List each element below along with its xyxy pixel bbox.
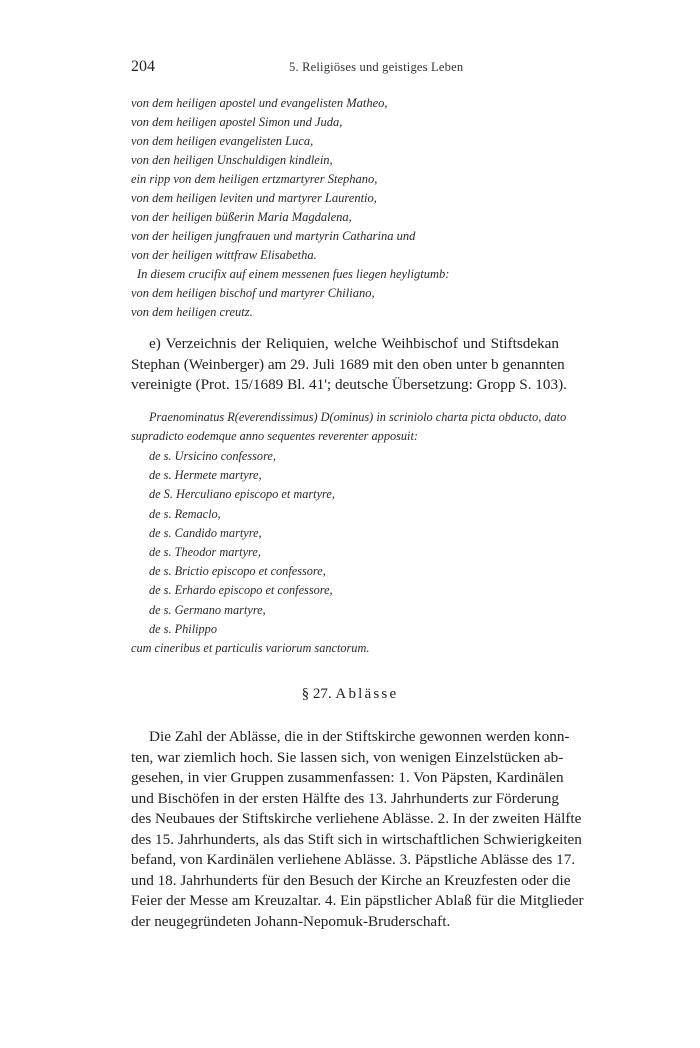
section-title: Ablässe (335, 686, 399, 702)
latin-intro (131, 408, 567, 446)
section-heading (0, 686, 700, 703)
verse-line: von den heiligen Unschuldigen kindlein, (131, 153, 333, 167)
latin-list-item: de s. Germano martyre, (149, 602, 266, 617)
relic-list-latin (131, 447, 549, 658)
verse-line: In diesem crucifix auf einem messenen fues liegen heyligtumb: (137, 267, 450, 281)
latin-list-item: de s. Philippo (149, 621, 217, 636)
latin-list-item: de s. Remaclo, (149, 506, 221, 521)
verse-line: von dem heiligen creutz. (131, 305, 253, 319)
latin-list-item: de s. Theodor martyre, (149, 545, 261, 560)
verse-line: von der heiligen jungfrauen und martyrin Catharina und (131, 229, 416, 243)
latin-list-item: de s. Hermete martyre, (149, 468, 262, 483)
paragraph-line: Feier der Messe am Kreuzaltar. 4. Ein päpstlicher Ablaß für die Mitglieder (131, 892, 584, 909)
paragraph-line: e) Verzeichnis der Reliquien, welche Weihbischof und Stiftsdekan (149, 335, 559, 352)
paragraph-line: des Neubaues der Stiftskirche verliehene Ablässe. 2. In der zweiten Hälfte (131, 810, 582, 827)
paragraph-line: Stephan (Weinberger) am 29. Juli 1689 mit den oben unter b genannten (131, 355, 565, 373)
verse-line: von dem heiligen apostel und evangelisten Matheo, (131, 96, 388, 110)
verse-line: von der heiligen büßerin Maria Magdalena, (131, 210, 352, 224)
latin-list-item: de s. Brictio episcopo et confessore, (149, 564, 326, 579)
page-header (131, 58, 557, 80)
verse-line: von dem heiligen apostel Simon und Juda, (131, 115, 343, 129)
verse-line: von dem heiligen leviten und martyrer Laurentio, (131, 191, 377, 205)
verse-line: von der heiligen wittfraw Elisabetha. (131, 248, 317, 262)
paragraph-line: ten, war ziemlich hoch. Sie lassen sich, von wenigen Einzelstücken ab- (131, 748, 564, 766)
verse-line: ein ripp von dem heiligen ertzmartyrer Stephano, (131, 172, 378, 186)
verse-line: von dem heiligen evangelisten Luca, (131, 134, 314, 148)
latin-intro-line: Praenominatus R(everendissimus) D(ominus) in scriniolo charta picta obducto, dato (149, 410, 567, 424)
running-head: 5. Religiöses und geistiges Leben (289, 60, 464, 74)
paragraph-line: befand, von Kardinälen verliehene Ablässe. 3. Päpstliche Ablässe des 17. (131, 851, 576, 868)
latin-intro-line: supradicto eodemque anno sequentes reverenter apposuit: (131, 429, 418, 443)
latin-list-item: de s. Erhardo episcopo et confessore, (149, 583, 333, 598)
paragraph-main (131, 727, 584, 932)
relic-list-german (131, 94, 571, 322)
latin-list-item: de S. Herculiano episcopo et martyre, (149, 487, 335, 502)
latin-list-item: cum cineribus et particulis variorum sanctorum. (131, 641, 370, 656)
page-number: 204 (131, 58, 155, 75)
paragraph-line: und 18. Jahrhunderts für den Besuch der Kirche an Kreuzfesten oder die (131, 871, 571, 889)
paragraph-line: und Bischöfen in der ersten Hälfte des 13. Jahrhunderts zur Förderung (131, 789, 559, 807)
paragraph-line: gesehen, in vier Gruppen zusammenfassen: 1. Von Päpsten, Kardinälen (131, 769, 564, 786)
paragraph-line: vereinigte (Prot. 15/1689 Bl. 41'; deutsche Übersetzung: Gropp S. 103). (131, 376, 567, 393)
paragraph-e (131, 334, 567, 396)
latin-list-item: de s. Ursicino confessore, (149, 449, 276, 463)
paragraph-line: der neugegründeten Johann-Nepomuk-Bruderschaft. (131, 912, 451, 930)
section-number: § 27. (301, 686, 332, 702)
paragraph-line: des 15. Jahrhunderts, als das Stift sich in wirtschaftlichen Schwierigkeiten (131, 830, 582, 848)
paragraph-line: Die Zahl der Ablässe, die in der Stiftskirche gewonnen werden konn- (149, 728, 570, 745)
verse-line: von dem heiligen bischof und martyrer Chiliano, (131, 286, 375, 300)
latin-list-item: de s. Candido martyre, (149, 525, 262, 540)
